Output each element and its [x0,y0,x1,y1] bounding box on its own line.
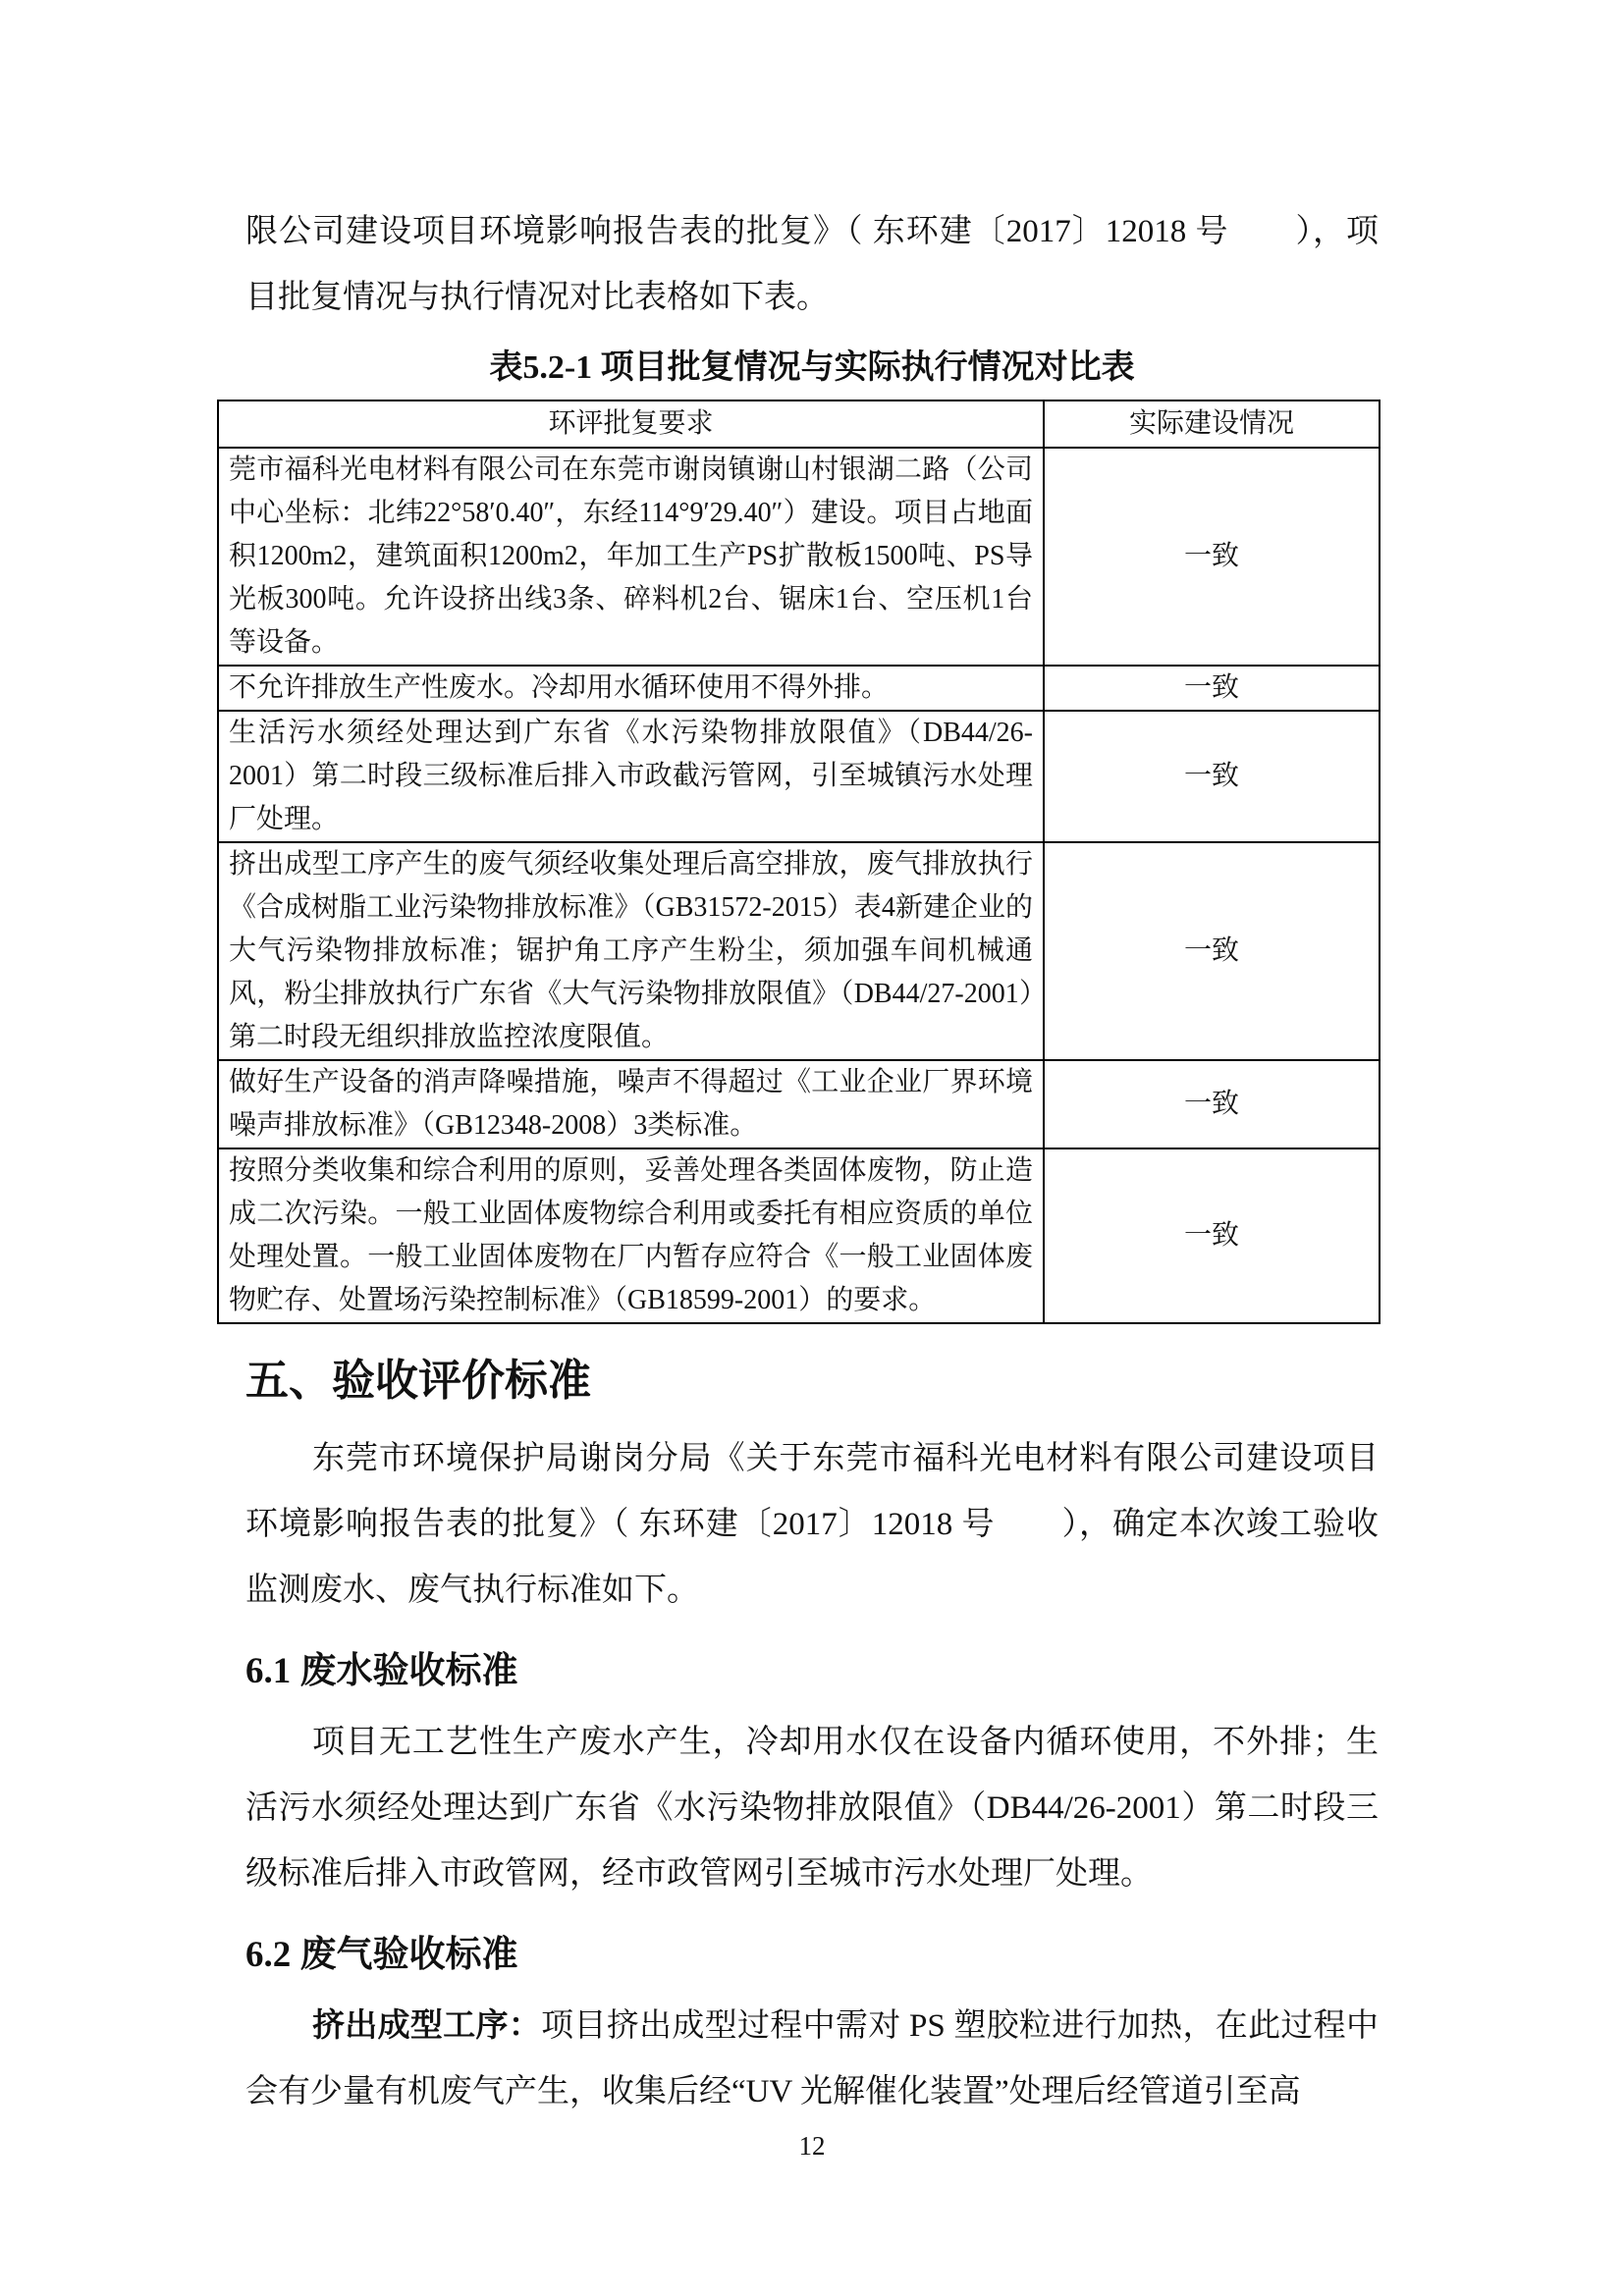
comparison-table [217,400,1380,1324]
requirement-cell: 生活污水须经处理达到广东省《水污染物排放限值》（DB44/26-2001）第二时段三级标准后排入市政截污管网，引至城镇污水处理厂处理。 [218,711,1044,842]
section-5-paragraph: 东莞市环境保护局谢岗分局《关于东莞市福科光电材料有限公司建设项目环境影响报告表的批复》（ 东环建〔2017〕12018 号 ），确定本次竣工验收监测废水、废气执行标准如下。 [245,1441,1379,1608]
requirement-cell: 莞市福科光电材料有限公司在东莞市谢岗镇谢山村银湖二路（公司中心坐标：北纬22°58′0.40″，东经114°9′29.40″）建设。项目占地面积1200m2，建筑面积1200m2，年加工生产PS扩散板1500吨、PS导光板300吨。允许设挤出线3条、碎料机2台、锯床1台、空压机1台等设备。 [218,448,1044,666]
table-row [218,711,1380,842]
section-6-1-heading: 6.1 废水验收标准 [245,1651,518,1691]
header-requirement: 环评批复要求 [218,400,1044,448]
status-cell: 一致 [1044,666,1380,711]
table-row [218,842,1380,1060]
status-cell: 一致 [1044,711,1380,842]
page-content [229,0,1379,2161]
header-actual: 实际建设情况 [1044,400,1380,448]
table-row [218,1148,1380,1323]
section-6-2-text: 项目挤出成型过程中需对 PS 塑胶粒进行加热，在此过程中会有少量有机废气产生，收集后经“UV 光解催化装置”处理后经管道引至高 [245,2008,1379,2109]
section-6-2-heading: 6.2 废气验收标准 [245,1935,518,1975]
requirement-cell: 不允许排放生产性废水。冷却用水循环使用不得外排。 [218,666,1044,711]
section-6-2-paragraph [245,1994,1379,2125]
page-number: 12 [798,2131,826,2161]
section-6-2-lead: 挤出成型工序： [312,2008,542,2044]
section-5-heading: 五、验收评价标准 [245,1357,591,1405]
table-row [218,448,1380,666]
intro-paragraph: 限公司建设项目环境影响报告表的批复》（ 东环建〔2017〕12018 号 ），项目批复情况与执行情况对比表格如下表。 [245,214,1379,315]
table-row [218,666,1380,711]
table-row [218,1060,1380,1148]
status-cell: 一致 [1044,842,1380,1060]
status-cell: 一致 [1044,1148,1380,1323]
table-header-row [218,400,1380,448]
requirement-cell: 按照分类收集和综合利用的原则，妥善处理各类固体废物，防止造成二次污染。一般工业固体废物综合利用或委托有相应资质的单位处理处置。一般工业固体废物在厂内暂存应符合《一般工业固体废物贮存、处置场污染控制标准》（GB18599-2001）的要求。 [218,1148,1044,1323]
requirement-cell: 挤出成型工序产生的废气须经收集处理后高空排放，废气排放执行《合成树脂工业污染物排放标准》（GB31572-2015）表4新建企业的大气污染物排放标准；锯护角工序产生粉尘，须加强车间机械通风，粉尘排放执行广东省《大气污染物排放限值》（DB44/27-2001）第二时段无组织排放监控浓度限值。 [218,842,1044,1060]
section-6-1-paragraph: 项目无工艺性生产废水产生，冷却用水仅在设备内循环使用，不外排；生活污水须经处理达到广东省《水污染物排放限值》（DB44/26-2001）第二时段三级标准后排入市政管网，经市政管网引至城市污水处理厂处理。 [245,1725,1379,1892]
requirement-cell: 做好生产设备的消声降噪措施，噪声不得超过《工业企业厂界环境噪声排放标准》（GB12348-2008）3类标准。 [218,1060,1044,1148]
status-cell: 一致 [1044,1060,1380,1148]
table-title: 表5.2-1 项目批复情况与实际执行情况对比表 [489,349,1135,386]
status-cell: 一致 [1044,448,1380,666]
